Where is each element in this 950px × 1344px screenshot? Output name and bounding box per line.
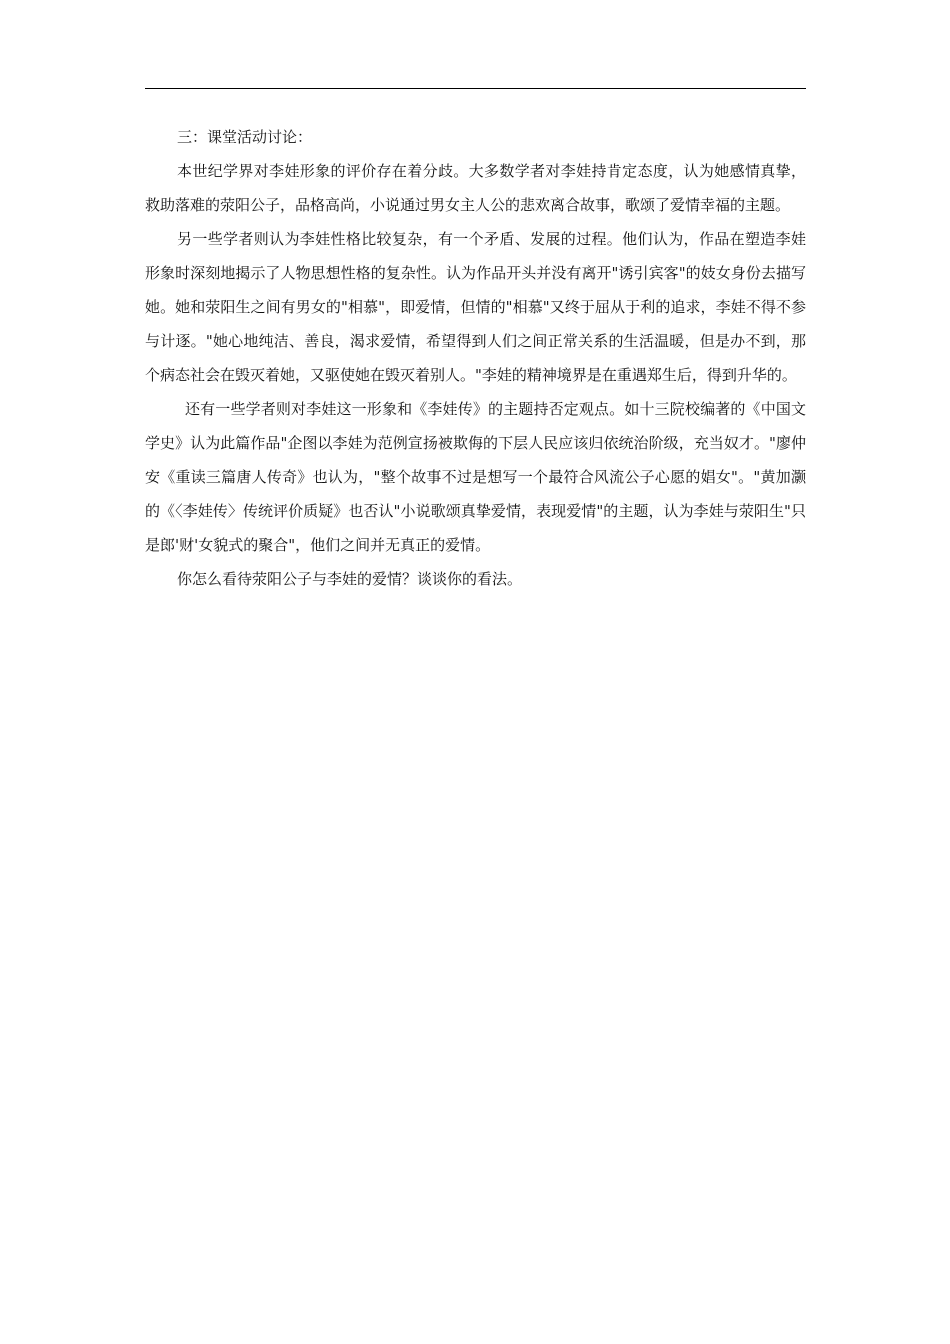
header-rule — [145, 88, 806, 89]
paragraph-discussion-question: 你怎么看待荥阳公子与李娃的爱情？谈谈你的看法。 — [177, 570, 523, 588]
paragraph-negative-view: 还有一些学者则对李娃这一形象和《李娃传》的主题持否定观点。如十三院校编著的《中国文学史》认为此篇作品"企图以李娃为范例宣扬被欺侮的下层人民应该归依统治阶级，充当奴才。"廖仲安《重读三篇唐人传奇》也认为，"整个故事不过是想写一个最符合风流公子心愿的娼女"。"黄加灏的《〈李娃传〉传统评价质疑》也否认"小说歌颂真挚爱情，表现爱情"的主题，认为李娃与荥阳生"只是郎'财'女貌式的聚合"，他们之间并无真正的爱情。 — [145, 400, 806, 554]
paragraph-affirmative-view: 本世纪学界对李娃形象的评价存在着分歧。大多数学者对李娃持肯定态度，认为她感情真挚，救助落难的荥阳公子，品格高尚，小说通过男女主人公的悲欢离合故事，歌颂了爱情幸福的主题。 — [145, 162, 806, 214]
paragraph-complex-view: 另一些学者则认为李娃性格比较复杂，有一个矛盾、发展的过程。他们认为，作品在塑造李娃形象时深刻地揭示了人物思想性格的复杂性。认为作品开头并没有离开"诱引宾客"的妓女身份去描写她。她和荥阳生之间有男女的"相慕"，即爱情，但情的"相慕"又终于屈从于利的追求，李娃不得不参与计逐。"她心地纯洁、善良，渴求爱情，希望得到人们之间正常关系的生活温暖，但是办不到，那个病态社会在毁灭着她，又驱使她在毁灭着别人。"李娃的精神境界是在重遇郑生后，得到升华的。 — [145, 230, 806, 384]
document-body — [145, 120, 806, 596]
section-heading: 三：课堂活动讨论： — [177, 128, 313, 146]
